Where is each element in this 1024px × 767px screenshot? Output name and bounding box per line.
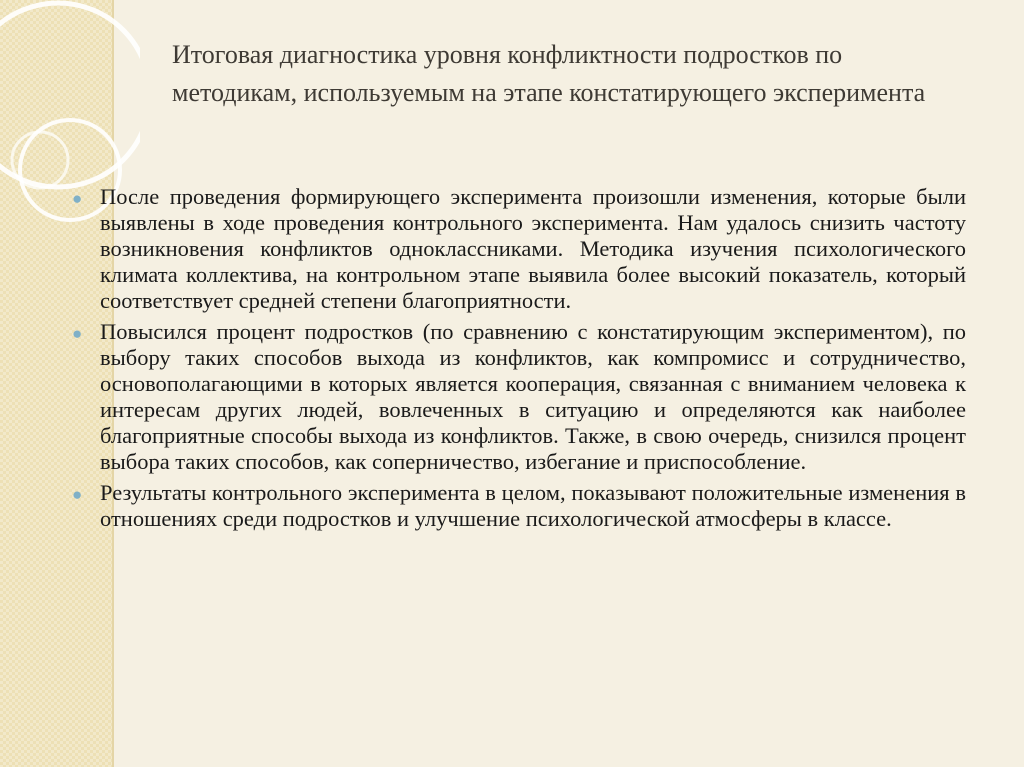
slide-title: Итоговая диагностика уровня конфликтности подростков по методикам, используемым на этапе констатирующего эксперимента [172, 40, 926, 107]
bullet-dot-icon: ● [72, 485, 83, 504]
bullet-text: После проведения формирующего эксперимента произошли изменения, которые были выявлены в ходе проведения контрольного эксперимента. Нам удалось снизить частоту возникновения конфликтов одноклассниками. Методика изучения психологического климата коллектива, на контрольном этапе выявила более высокий показатель, который соответствует средней степени благоприятности. [100, 184, 966, 313]
bullet-dot-icon: ● [72, 189, 83, 208]
bullet-dot-icon: ● [72, 324, 83, 343]
bullet-item-1 [70, 184, 966, 314]
bullet-text: Результаты контрольного эксперимента в целом, показывают положительные изменения в отношениях среди подростков и улучшение психологической атмосферы в классе. [100, 480, 966, 531]
bullet-text: Повысился процент подростков (по сравнению с констатирующим экспериментом), по выбору таких способов выхода из конфликтов, как компромисс и сотрудничество, основополагающими в которых является кооперация, связанная с вниманием человека к интересам других людей, вовлеченных в ситуацию и определяются как наиболее благоприятные способы выхода из конфликтов. Также, в свою очередь, снизился процент выбора таких способов, как соперничество, избегание и приспособление. [100, 319, 966, 474]
bullet-item-2 [70, 319, 966, 475]
bullet-item-3 [70, 480, 966, 532]
bullet-list [70, 184, 966, 537]
